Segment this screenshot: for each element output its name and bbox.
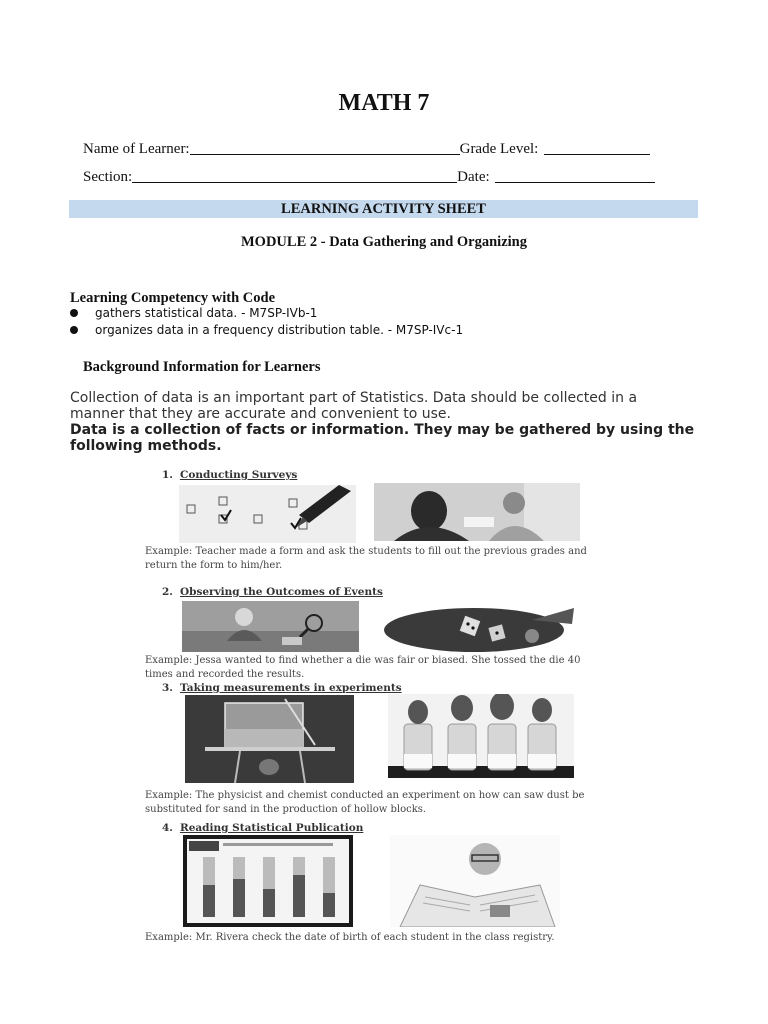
page-title: MATH 7 — [338, 90, 430, 116]
bullet-icon — [70, 326, 78, 334]
learner-info-row — [83, 140, 650, 158]
section-info-row — [83, 168, 655, 186]
date-field[interactable] — [495, 168, 655, 183]
method-heading: 2. Observing the Outcomes of Events — [162, 586, 383, 598]
survey-form-image — [179, 485, 356, 543]
competency-heading: Learning Competency with Code — [70, 290, 276, 306]
activity-sheet-banner: LEARNING ACTIVITY SHEET — [69, 200, 698, 218]
man-reading-newspaper-image — [390, 835, 560, 927]
name-label: Name of Learner: — [83, 141, 190, 157]
grade-field[interactable] — [544, 140, 650, 155]
method-example: Example: Teacher made a form and ask the students to fill out the previous grades and return the form to him/her. — [145, 546, 587, 571]
method-example: Example: Jessa wanted to find whether a die was fair or biased. She tossed the die 40 times and recorded the results. — [145, 655, 581, 680]
bullet-icon — [70, 309, 78, 317]
statistical-publication-image — [183, 835, 353, 927]
grade-label: Grade Level: — [459, 141, 539, 157]
name-field[interactable] — [190, 140, 460, 155]
method-heading: 4. Reading Statistical Publication — [162, 822, 364, 834]
competency-item: organizes data in a frequency distribution table. - M7SP-IVc-1 — [70, 323, 463, 337]
background-heading: Background Information for Learners — [83, 359, 321, 375]
method-example: Example: The physicist and chemist conducted an experiment on how can saw dust be substituted for sand in the production of hollow blocks. — [145, 790, 585, 815]
bottles-experiment-image — [388, 694, 574, 778]
competency-item: gathers statistical data. - M7SP-IVb-1 — [70, 306, 317, 320]
teacher-student-image — [374, 483, 580, 541]
girl-observing-image — [182, 601, 359, 652]
lab-beaker-image — [185, 695, 354, 783]
method-heading: 3. Taking measurements in experiments — [162, 682, 402, 694]
section-label: Section: — [83, 169, 133, 185]
section-field[interactable] — [132, 168, 457, 183]
module-title: MODULE 2 - Data Gathering and Organizing — [241, 234, 527, 250]
method-heading: 1. Conducting Surveys — [162, 469, 298, 481]
date-label: Date: — [457, 169, 490, 185]
method-example: Example: Mr. Rivera check the date of birth of each student in the class registry. — [145, 932, 555, 943]
background-paragraph: Collection of data is an important part of Statistics. Data should be collected in a manner that they are accurate and convenient to use. — [70, 390, 638, 422]
data-definition: Data is a collection of facts or information. They may be gathered by using the following methods. — [70, 422, 695, 454]
dice-image — [382, 600, 578, 656]
